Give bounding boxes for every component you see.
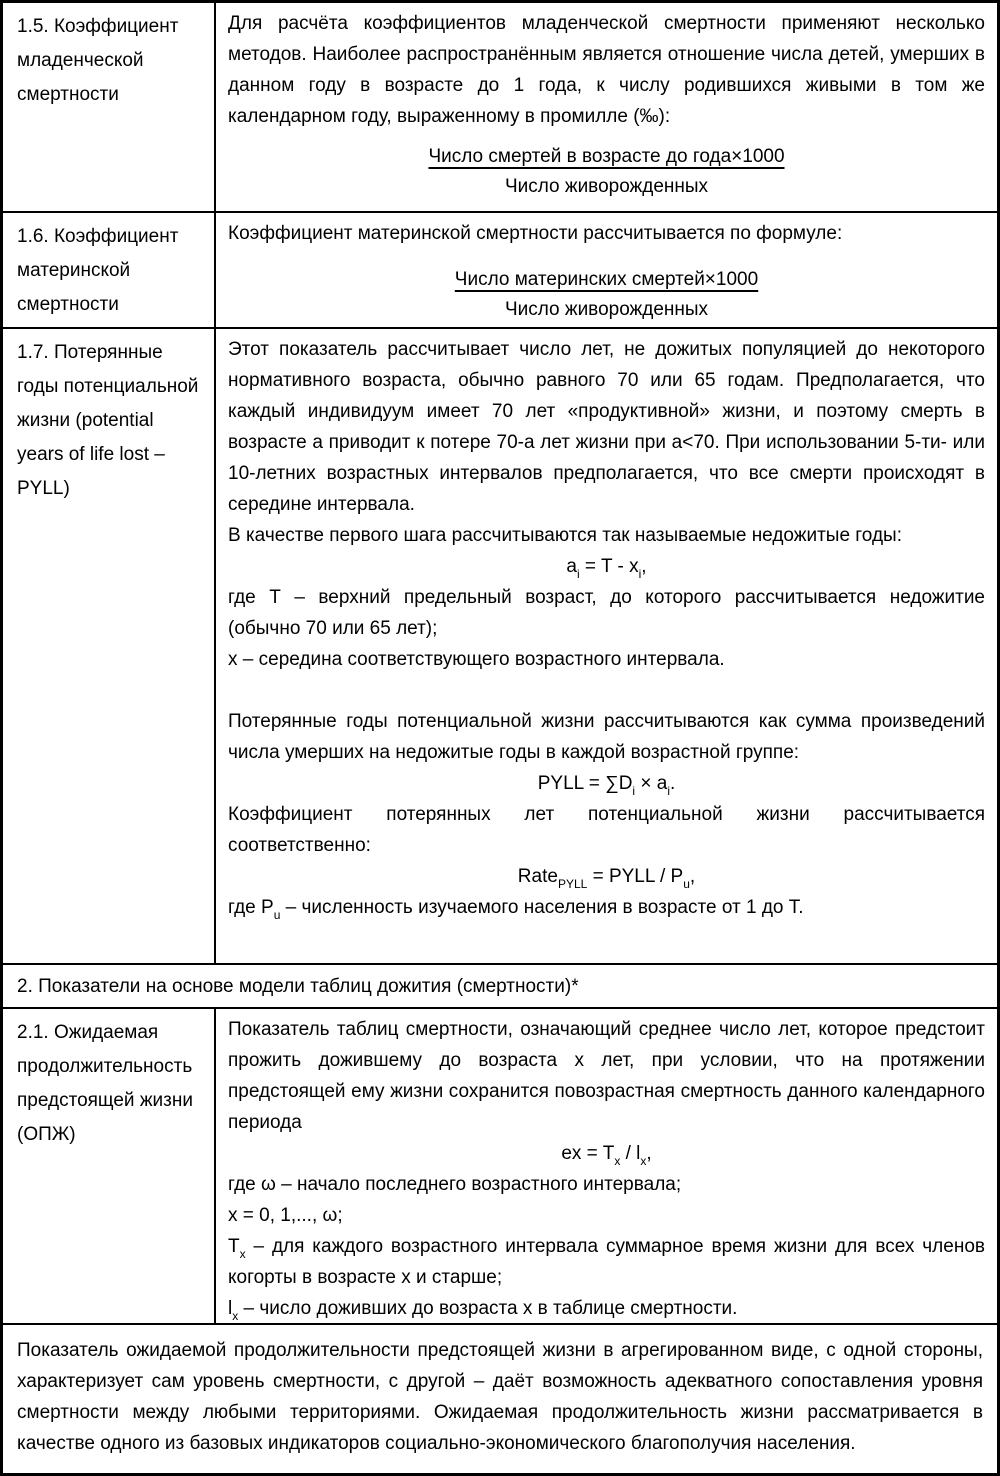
term-label: 2.1. Ожидаемая продолжительность предстоящей жизни (ОПЖ) (17, 1022, 193, 1145)
paragraph-le-where-omega: где ω – начало последнего возрастного интервала; (228, 1174, 682, 1195)
fraction-numerator: Число материнских смертей×1000 (454, 269, 759, 290)
footnote-row (3, 1325, 997, 1473)
fraction-denominator: Число живорожденных (504, 299, 709, 320)
paragraph-le-description: Показатель таблиц смертности, означающий среднее число лет, которое предстоит прожить дожившему до возраста х лет, при условии, что на протяжении предстоящей ему жизни сохранится повозрастная смертность данного календарного периода (228, 1019, 985, 1133)
fraction-numerator: Число смертей в возрасте до года×1000 (428, 146, 785, 167)
term-cell-life-expectancy (3, 1009, 216, 1323)
footnote-paragraph: Показатель ожидаемой продолжительности предстоящей жизни в агрегированном виде, с одной стороны, характеризует сам уровень смертности, с другой – даёт возможность адекватного сопоставления уровня смертности между любыми территориями. Ожидаемая продолжительность жизни рассматривается в качестве одного из базовых индикаторов социально-экономического благополучия населения. (17, 1340, 983, 1454)
term-label: 1.6. Коэффициент материнской смертности (17, 226, 179, 315)
term-cell-infant-mortality (3, 3, 216, 211)
paragraph-pyll-description: Этот показатель рассчитывает число лет, не дожитых популяцией до некоторого нормативного возраста, обычно равного 70 или 65 годам. Предполагается, что каждый индивидуум имеет 70 лет «продуктивной» жизни, и поэтому смерть в возрасте а приводит к потере 70-а лет жизни при а<70. При использовании 5-ти- или 10-летних возрастных интервалов предполагается, что все смерти происходят в середине интервала. (228, 339, 985, 515)
formula-pyll-sum: PYLL = $\sum D_i \times a_i$. (537, 773, 676, 798)
formula-life-expectancy: ex = $T_x / l_x$, (561, 1143, 652, 1168)
paragraph-pyll-where-t: где Т – верхний предельный возраст, до которого рассчитывается недожитие (обычно 70 или 65 лет); (228, 587, 985, 639)
paragraph-le-where-tx: $Т_х$ – для каждого возрастного интервала суммарное время жизни для всех членов когорты в возрасте х и старше; (228, 1236, 985, 1288)
paragraph-pyll-sum: Потерянные годы потенциальной жизни рассчитываются как сумма произведений числа умерших на недожитые годы в каждой возрастной группе: (228, 711, 985, 763)
row-pyll (3, 329, 997, 965)
row-infant-mortality (3, 3, 997, 213)
definition-cell-pyll (216, 329, 997, 963)
paragraph-pyll-rate-intro: Коэффициент потерянных лет потенциальной жизни рассчитывается соответственно: (228, 804, 985, 856)
spacer (228, 675, 985, 706)
formula-pyll-rate: Rate$_{PYLL}$ = PYLL / $P_u$, (517, 866, 696, 891)
definition-cell-life-expectancy (216, 1009, 997, 1323)
term-label: 1.7. Потерянные годы потенциальной жизни (potential years of life lost – PYLL) (17, 342, 199, 499)
paragraph-pyll-where-p: где $P_u$ – численность изучаемого населения в возрасте от 1 до Т. (228, 897, 804, 922)
paragraph-le-x-range: х = 0, 1,..., ω; (228, 1205, 343, 1226)
definition-cell-maternal-mortality (216, 213, 997, 327)
paragraph-le-where-lx: $l_х$ – число доживших до возраста х в таблице смертности. (228, 1298, 738, 1323)
fraction-denominator: Число живорожденных (504, 176, 709, 197)
definition-cell-infant-mortality (216, 3, 997, 211)
term-cell-maternal-mortality (3, 213, 216, 327)
paragraph-pyll-first-step: В качестве первого шага рассчитываются так называемые недожитые годы: (228, 525, 902, 546)
paragraph-infant-intro: Для расчёта коэффициентов младенческой смертности применяют несколько методов. Наиболее распространённым является отношение числа детей, умерших в данном году в возрасте до 1 года, к числу родившихся живыми в том же календарном году, выраженному в промилле (‰): (228, 13, 985, 127)
section-title: 2. Показатели на основе модели таблиц дожития (смертности)* (17, 975, 579, 997)
fraction-maternal-mortality (228, 265, 985, 325)
section-row-life-tables (3, 965, 997, 1009)
fraction-infant-mortality (228, 142, 985, 202)
term-label: 1.5. Коэффициент младенческой смертности (17, 16, 179, 105)
paragraph-maternal-intro: Коэффициент материнской смертности рассчитывается по формуле: (228, 223, 843, 244)
row-maternal-mortality (3, 213, 997, 329)
term-cell-pyll (3, 329, 216, 963)
formula-undershoot-years: $a_i = T - x_i$, (566, 556, 647, 581)
paragraph-pyll-where-x: х – середина соответствующего возрастного интервала. (228, 649, 725, 670)
row-life-expectancy (3, 1009, 997, 1325)
